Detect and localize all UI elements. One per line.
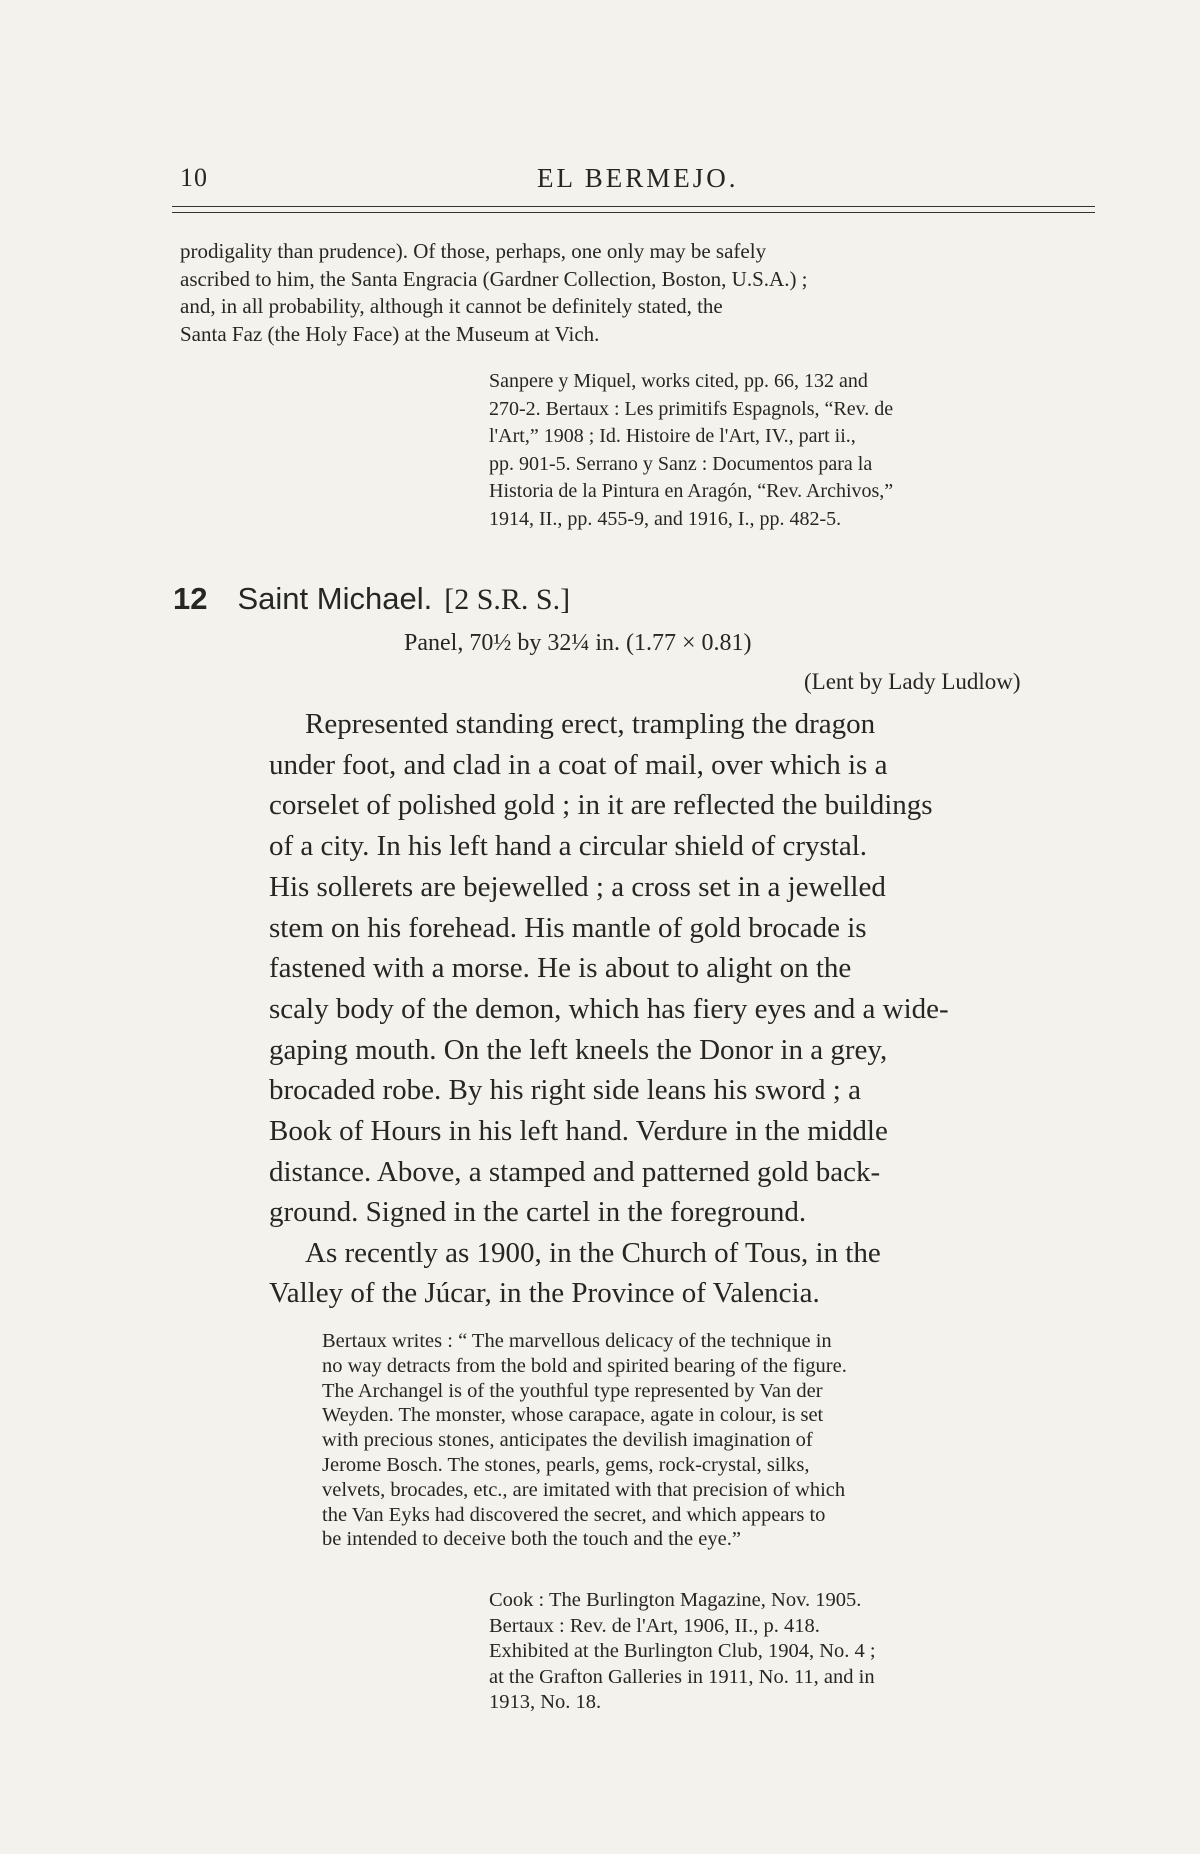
panel-dimensions: Panel, 70½ by 32¼ in. (1.77 × 0.81): [404, 630, 752, 656]
entry-heading: [173, 581, 570, 617]
entry-title: Saint Michael.: [237, 581, 433, 616]
header-rule: [172, 212, 1095, 213]
running-title: EL BERMEJO.: [537, 163, 739, 193]
bertaux-quote: Bertaux writes : “ The marvellous delicacy of the technique in no way detracts from the bold and spirited bearing of the figure. The Archangel is of the youthful type represented by Van der Weyden. The monster, whose carapace, agate in colour, is set with precious stones, anticipates the devilish imagination of Jerome Bosch. The stones, pearls, gems, rock-crystal, silks, velvets, brocades, etc., are imitated with that precision of which the Van Eyks had discovered the secret, and which appears to be intended to deceive both the touch and the eye.”: [322, 1330, 847, 1551]
lender-credit: (Lent by Lady Ludlow): [804, 669, 1021, 694]
entry-number: 12: [173, 581, 208, 616]
history-text: As recently as 1900, in the Church of Tous, in the Valley of the Júcar, in the Province of Valencia.: [269, 1237, 881, 1309]
page-number: 10: [180, 163, 208, 192]
entry-description: [269, 704, 1095, 1233]
description-text: Represented standing erect, trampling the dragon under foot, and clad in a coat of mail, over which is a corselet of polished gold ; in it are reflected the buildings of a city. In his left hand a circular shield of crystal. His sollerets are bejewelled ; a cross set in a jewelled stem on his forehead. His mantle of gold brocade is fastened with a morse. He is about to alight on the scaly body of the demon, which has fiery eyes and a wide- gaping mouth. On the left kneels the Donor in a grey, brocaded robe. By his right side leans his sword ; a Book of Hours in his left hand. Verdure in the middle distance. Above, a stamped and patterned gold back- ground. Signed in the cartel in the foreground.: [269, 708, 949, 1229]
references-note: Sanpere y Miquel, works cited, pp. 66, 132 and 270-2. Bertaux : Les primitifs Espagnols, “Rev. de l'Art,” 1908 ; Id. Histoire de l'Art, IV., part ii., pp. 901-5. Serrano y Sanz : Documentos para la Historia de la Pintura en Aragón, “Rev. Archivos,” 1914, II., pp. 455-9, and 1916, I., pp. 482-5.: [489, 370, 894, 530]
citations-note: Cook : The Burlington Magazine, Nov. 1905. Bertaux : Rev. de l'Art, 1906, II., p. 418. Exhibited at the Burlington Club, 1904, No. 4 ; at the Grafton Galleries in 1911, No. 11, and in 1913, No. 18.: [489, 1589, 876, 1713]
entry-history: [269, 1233, 1095, 1313]
opening-paragraph: prodigality than prudence). Of those, perhaps, one only may be safely ascribed to him, the Santa Engracia (Gardner Collection, Boston, U.S.A.) ; and, in all probability, although it cannot be definitely stated, the Santa Faz (the Holy Face) at the Museum at Vich.: [180, 239, 808, 346]
header-rule: [172, 206, 1095, 207]
entry-code: [2 S.R. S.]: [444, 583, 571, 616]
